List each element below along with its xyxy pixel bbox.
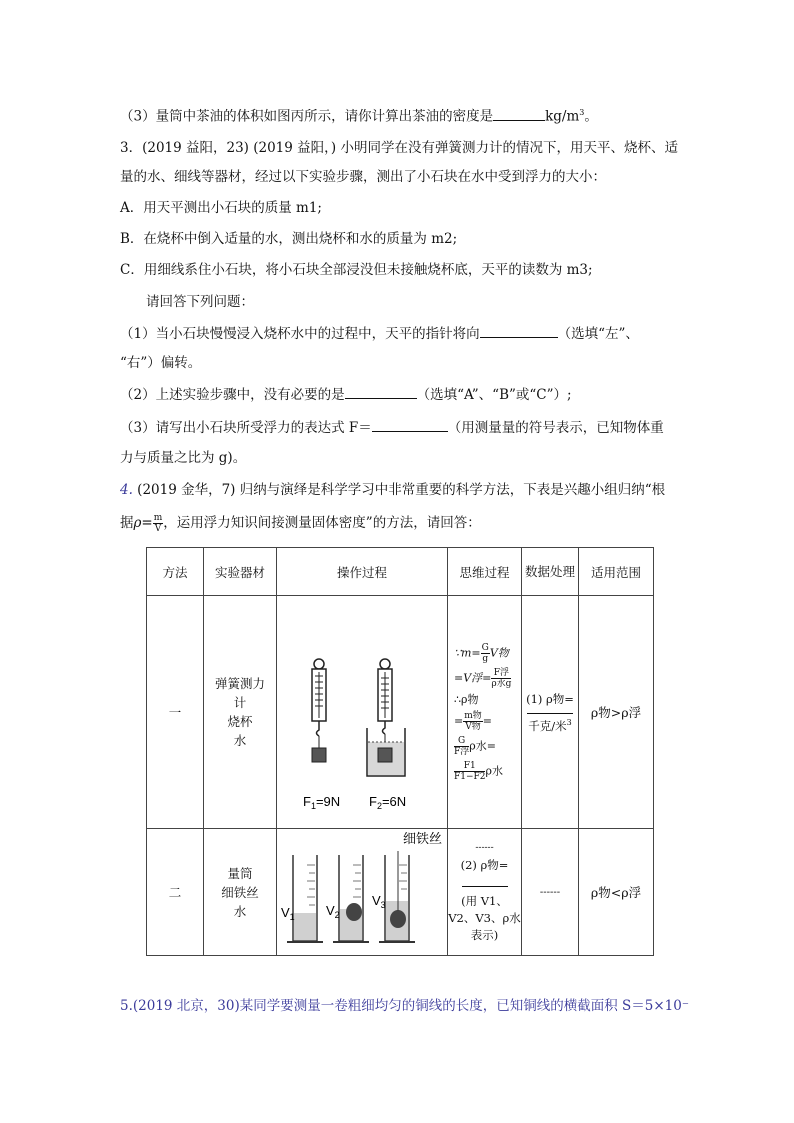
f1-label: $F_1=9N$ xyxy=(303,794,341,811)
data-one: (1) ρ物= 千克/米$^3$ xyxy=(522,596,579,829)
q4-header: 4. (2019 金华，7) 归纳与演绎是科学学习中非常重要的科学方法，下表是兴趣小组归纳“根 xyxy=(120,482,666,498)
spring-scale-diagram xyxy=(277,596,447,828)
q3-part2: （2）上述实验步骤中，没有必要的是 （选填“A”、“B”或“C”）; xyxy=(120,384,572,405)
graduated-cylinder-diagram xyxy=(277,829,447,955)
range-one: ρ物>ρ浮 xyxy=(579,596,654,829)
cylinder-3 xyxy=(379,851,415,942)
thinking-one xyxy=(448,596,522,829)
q3-part3: （3）请写出小石块所受浮力的表达式 F＝ （用测量量的符号表示，已知物体重 xyxy=(120,417,664,438)
table-header-row xyxy=(147,548,654,596)
q3-prompt: 请回答下列问题： xyxy=(146,294,254,310)
wire-label: 细铁丝 xyxy=(403,831,443,846)
data-two: ------ xyxy=(522,829,579,956)
equipment-two: 量筒 细铁丝 水 xyxy=(204,829,277,956)
q3-part3-cont: 力与质量之比为 g)。 xyxy=(120,450,247,466)
v1-label: $V_1$ xyxy=(281,905,295,922)
thinking-two: ------ (2) ρ物= (用 V1、 V2、V3、ρ水 表示) xyxy=(448,829,522,956)
equipment-one: 弹簧测力 计 烧杯 水 xyxy=(204,596,277,829)
method-one: 一 xyxy=(147,596,204,829)
range-two: ρ物<ρ浮 xyxy=(579,829,654,956)
v2-label: $V_2$ xyxy=(326,903,340,920)
col-thinking: 思维过程 xyxy=(448,548,522,596)
table-row xyxy=(147,596,654,829)
operation-two xyxy=(277,829,448,956)
col-data: 数据处理 xyxy=(522,548,579,596)
q3-step-a: A．用天平测出小石块的质量 m1; xyxy=(120,200,322,216)
f2-label: $F_2=6N$ xyxy=(369,794,407,811)
q5-header: 5.(2019 北京，30)某同学要测量一卷粗细均匀的铜线的长度，已知铜线的横截面积 S＝5×10⁻ xyxy=(120,998,689,1014)
q3-part1-cont: “右”）偏转。 xyxy=(120,355,202,371)
q4-header-cont: 据ρ= $\frac{m}{V}$ ，运用浮力知识间接测量固体密度”的方法，请回答： xyxy=(120,513,481,534)
col-operation: 操作过程 xyxy=(277,548,448,596)
q2-part3: （3）量筒中茶油的体积如图丙所示，请你计算出茶油的密度是 $kg/m^3$。 xyxy=(120,103,598,127)
spring-scale-2 xyxy=(367,659,405,776)
operation-one xyxy=(277,596,448,829)
rho-formula: ρ= xyxy=(133,515,153,531)
spring-scale-1 xyxy=(312,659,326,762)
cylinder-1 xyxy=(287,855,323,942)
thinking-formula-1: ∵m= $\frac{G}{g}$ V物 =V浮= $\frac{\text{F浮}}{\text{ρ水g}}$ ∴ρ物 = $\frac{\text{m物}}{\text{V物}}$ = $\frac{G}{\text{F浮}}$ ρ水= $\frac{F1}{F1-F2}$ ρ水 xyxy=(454,642,512,782)
q3-header-cont: 量的水、细线等器材，经过以下实验步骤，测出了小石块在水中受到浮力的大小： xyxy=(120,169,606,185)
method-two: 二 xyxy=(147,829,204,956)
col-method: 方法 xyxy=(147,548,204,596)
col-range: 适用范围 xyxy=(579,548,654,596)
table-row xyxy=(147,829,654,956)
q3-header: 3．(2019 益阳，23) (2019 益阳，) 小明同学在没有弹簧测力计的情况下，用天平、烧杯、适 xyxy=(120,140,678,156)
col-equipment: 实验器材 xyxy=(204,548,277,596)
method-table xyxy=(146,547,654,956)
cylinder-2 xyxy=(333,855,369,942)
v3-label: $V_3$ xyxy=(372,893,386,910)
q3-step-b: B．在烧杯中倒入适量的水，测出烧杯和水的质量为 m2; xyxy=(120,231,458,247)
m-over-v-fraction: $\frac{m}{V}$ xyxy=(153,513,163,534)
q3-part1: （1）当小石块慢慢浸入烧杯水中的过程中，天平的指针将向 （选填“左”、 xyxy=(120,323,639,344)
q3-step-c: C．用细线系住小石块，将小石块全部浸没但未接触烧杯底，天平的读数为 m3; xyxy=(120,262,593,278)
